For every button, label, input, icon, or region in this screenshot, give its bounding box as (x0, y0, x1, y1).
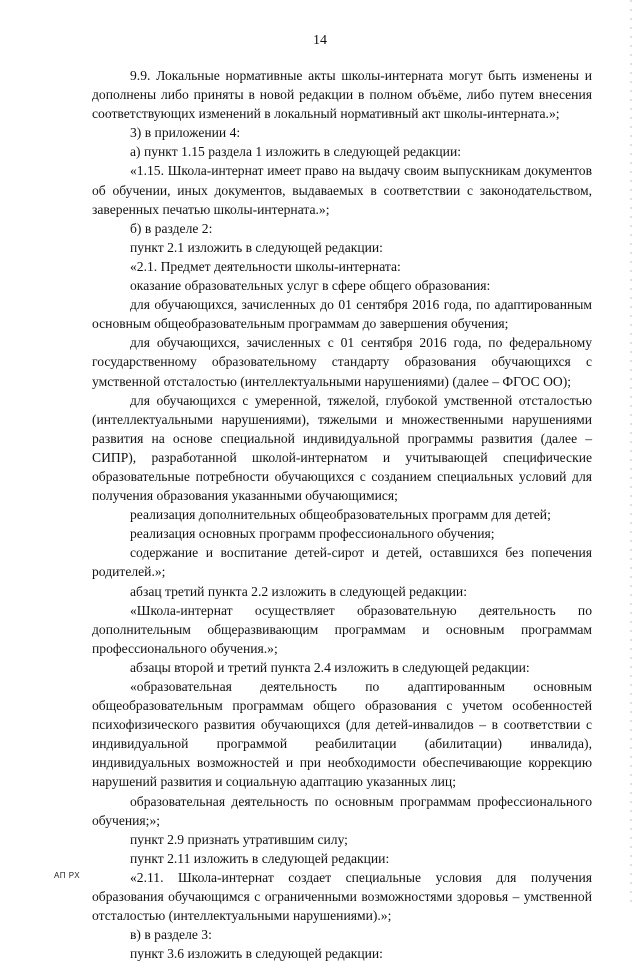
paragraph: «2.1. Предмет деятельности школы-интерната: (130, 258, 401, 274)
page-number: 14 (313, 33, 327, 48)
paragraph: для обучающихся, зачисленных с 01 сентября 2016 года, по федеральному государственному образовательному стандарту образования обучающихся с умственной отсталостью (интеллектуальными нарушениями) (далее – ФГОС ОО); (92, 335, 592, 389)
footer-code: АП РХ (54, 871, 81, 880)
paragraph: пункт 2.9 признать утратившим силу; (130, 831, 348, 847)
paragraph: реализация основных программ профессионального обучения; (130, 526, 495, 542)
paragraph: оказание образовательных услуг в сфере общего образования: (130, 278, 491, 294)
paragraph: «Школа-интернат осуществляет образовательную деятельность по дополнительным общеразвивающим программам и основным программам профессионального обучения.»; (92, 602, 592, 656)
paragraph: абзацы второй и третий пункта 2.4 изложить в следующей редакции: (130, 659, 530, 675)
paragraph: абзац третий пункта 2.2 изложить в следующей редакции: (130, 583, 467, 599)
paragraph: 3) в приложении 4: (130, 125, 241, 141)
paragraph: для обучающихся с умеренной, тяжелой, глубокой умственной отсталостью (интеллектуальными нарушениями), тяжелыми и множественными нарушениями развития на основе специальной индивидуальной программы развития (далее – СИПР), разработанной школой-интернатом и учитывающей специфические образовательные потребности обучающихся с созданием специальных условий для получения образования указанными обучающимися; (92, 392, 592, 504)
paragraph: «2.11. Школа-интернат создает специальные условия для получения образования обучающимся с ограниченными возможностями здоровья – умственной отсталостью (интеллектуальными нарушениями).»; (92, 869, 592, 924)
paragraph: а) пункт 1.15 раздела 1 изложить в следующей редакции: (130, 144, 462, 160)
paragraph: содержание и воспитание детей-сирот и детей, оставшихся без попечения родителей.»; (92, 545, 592, 580)
scan-edge-marks (630, 0, 632, 905)
paragraph: для обучающихся, зачисленных до 01 сентября 2016 года, по адаптированным основным общеобразовательным программам до завершения обучения; (92, 297, 592, 332)
paragraph: «образовательная деятельность по адаптированным основным общеобразовательным программам общего образования с учетом особенностей психофизического развития обучающихся (для детей-инвалидов – в соответствии с индивидуальной программой реабилитации (абилитации) инвалида), индивидуальных возможностей и при необходимости обеспечивающие коррекцию нарушений развития и социальную адаптацию указанных лиц; (92, 679, 592, 790)
paragraph: пункт 2.11 изложить в следующей редакции: (130, 850, 390, 866)
paragraph: «1.15. Школа-интернат имеет право на выдачу своим выпускникам документов об обучении, иных документов, выдаваемых в соответствии с законодательством, заверенных печатью школы-интерната.»; (92, 163, 592, 217)
document-body (92, 66, 592, 963)
paragraph: образовательная деятельность по основным программам профессионального обучения;»; (92, 793, 592, 828)
paragraph: пункт 3.6 изложить в следующей редакции: (130, 946, 383, 962)
paragraph: б) в разделе 2: (130, 220, 213, 236)
paragraph: пункт 2.1 изложить в следующей редакции: (130, 239, 383, 255)
paragraph: 9.9. Локальные нормативные акты школы-интерната могут быть изменены и дополнены либо приняты в новой редакции в полном объёме, либо путем внесения соответствующих изменений в локальный нормативный акт школы-интерната.»; (92, 68, 592, 122)
paragraph: реализация дополнительных общеобразовательных программ для детей; (130, 507, 551, 523)
paragraph: в) в разделе 3: (130, 927, 212, 943)
